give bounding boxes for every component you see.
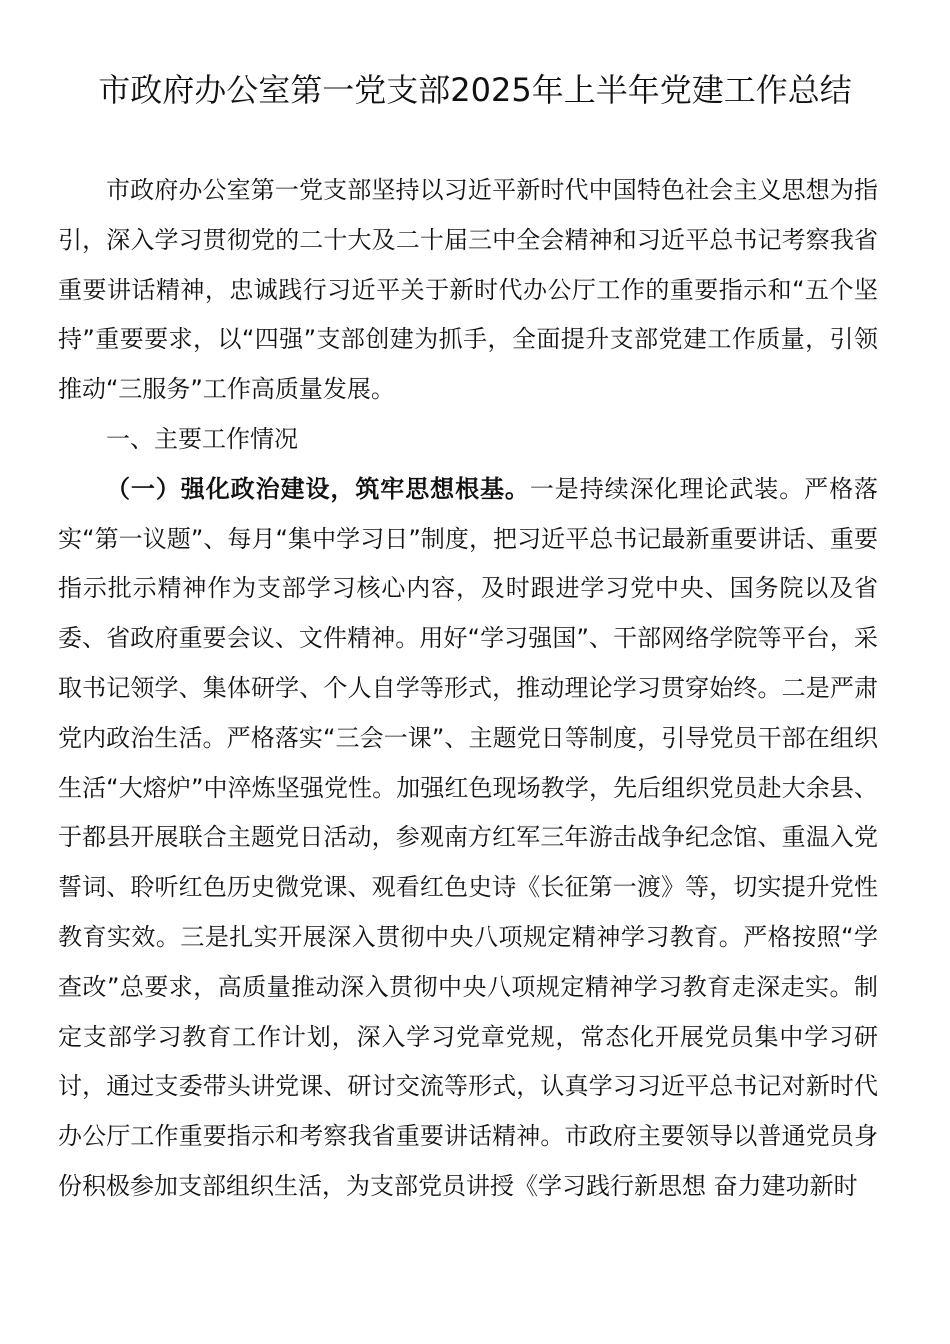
subsection-body: 一是持续深化理论武装。严格落实“第一议题”、每月“集中学习日”制度，把习近平总书记最新重要讲话、重要指示批示精神作为支部学习核心内容，及时跟进学习党中央、国务院以及省委、省政府重要会议、文件精神。用好“学习强国”、干部网络学院等平台，采取书记领学、集体研学、个人自学等形式，推动理论学习贯穿始终。二是严肃党内政治生活。严格落实“三会一课”、主题党日等制度，引导党员干部在组织生活“大熔炉”中淬炼坚强党性。加强红色现场教学，先后组织党员赴大余县、于都县开展联合主题党日活动，参观南方红军三年游击战争纪念馆、重温入党誓词、聆听红色历史微党课、观看红色史诗《长征第一渡》等，切实提升党性教育实效。三是扎实开展深入贯彻中央八项规定精神学习教育。严格按照“学查改”总要求，高质量推动深入贯彻中央八项规定精神学习教育走深走实。制定支部学习教育工作计划，深入学习党章党规，常态化开展党员集中学习研讨，通过支委带头讲党课、研讨交流等形式，认真学习习近平总书记对新时代办公厅工作重要指示和考察我省重要讲话精神。市政府主要领导以普通党员身份积极参加支部组织生活，为支部党员讲授《学习践行新思想 奋力建功新时: [58, 474, 879, 1200]
document-body: [58, 166, 878, 1212]
document-title: 市政府办公室第一党支部2025年上半年党建工作总结: [98, 71, 852, 109]
intro-paragraph: 市政府办公室第一党支部坚持以习近平新时代中国特色社会主义思想为指引，深入学习贯彻党的二十大及二十届三中全会精神和习近平总书记考察我省重要讲话精神，忠诚践行习近平关于新时代办公厅工作的重要指示和“五个坚持”重要要求，以“四强”支部创建为抓手，全面提升支部党建工作质量，引领推动“三服务”工作高质量发展。: [58, 176, 878, 404]
section-heading: 一、主要工作情况: [106, 424, 298, 453]
subsection-paragraph: [58, 465, 878, 1212]
subsection-heading: （一）强化政治建设，筑牢思想根基。: [106, 474, 530, 503]
